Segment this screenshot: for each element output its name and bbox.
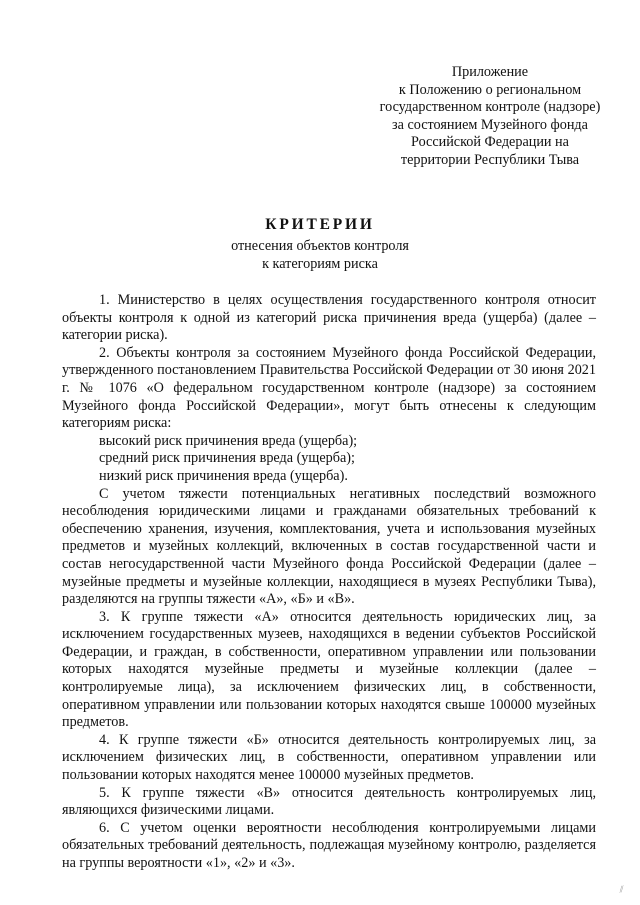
document-body bbox=[62, 292, 596, 873]
appendix-line: к Положению о региональном bbox=[398, 81, 582, 98]
appendix-line: за состоянием Музейного фонда bbox=[392, 116, 588, 133]
risk-high-item: высокий риск причинения вреда (ущерба); bbox=[99, 432, 358, 449]
appendix-line: территории Республики Тыва bbox=[400, 151, 580, 168]
appendix-line: Приложение bbox=[451, 64, 529, 80]
document-title: КРИТЕРИИ bbox=[265, 216, 375, 233]
paragraph-3: 3. К группе тяжести «А» относится деятельность юридических лиц, за исключением государственных музеев, находящихся в ведении субъектов Российской Федерации, и граждан, в собственности, оперативном управлении или пользовании которых находятся музейные предметы и музейные коллекции (далее – контролируемые лица), за исключением физических лиц, в собственности, оперативном управлении или пользовании которых находятся свыше 100000 музейных предметов. bbox=[62, 608, 596, 731]
risk-medium-item: средний риск причинения вреда (ущерба); bbox=[99, 450, 355, 467]
subtitle-line: к категориям риска bbox=[262, 255, 378, 272]
appendix-line: Российской Федерации на bbox=[411, 134, 569, 151]
document-subtitle bbox=[0, 238, 640, 273]
appendix-line: государственном контроле (надзоре) bbox=[379, 99, 601, 116]
paragraph-6: 6. С учетом оценки вероятности несоблюдения контролируемыми лицами обязательных требований деятельность, подлежащая музейному контролю, разделяется на группы вероятности «1», «2» и «3». bbox=[62, 819, 596, 871]
paragraph-4: 4. К группе тяжести «Б» относится деятельность контролируемых лиц, за исключением физических лиц, в собственности, оперативном управлении или пользовании которых находятся менее 100000 музейных предметов. bbox=[62, 731, 596, 784]
paragraph-2: 2. Объекты контроля за состоянием Музейного фонда Российской Федерации, утвержденного постановлением Правительства Российской Федерации от 30 июня 2021 г. № 1076 «О федеральном государственном контроле (надзоре) за состоянием Музейного фонда Российской Федерации», могут быть отнесены к следующим категориям риска: bbox=[62, 344, 596, 432]
subtitle-line: отнесения объектов контроля bbox=[231, 238, 409, 254]
scan-mark: ⁄⁄ bbox=[618, 883, 625, 895]
paragraph-1: 1. Министерство в целях осуществления государственного контроля относит объекты контроля к одной из категорий риска причинения вреда (ущерба) (далее – категории риска). bbox=[62, 292, 596, 344]
paragraph-5: 5. К группе тяжести «В» относится деятельность контролируемых лиц, являющихся физическими лицами. bbox=[62, 784, 596, 819]
appendix-header bbox=[360, 64, 620, 170]
risk-low-item: низкий риск причинения вреда (ущерба). bbox=[99, 467, 348, 484]
paragraph-severity: С учетом тяжести потенциальных негативных последствий возможного несоблюдения юридическими лицами и гражданами обязательных требований к обеспечению хранения, изучения, комплектования, учета и использования музейных предметов и музейных коллекций, включенных в состав государственной части и состав негосударственной части Музейного фонда Российской Федерации (далее – музейные предметы и музейные коллекции, находящиеся в музеях Республики Тыва), разделяются на группы тяжести «А», «Б» и «В». bbox=[62, 485, 596, 608]
